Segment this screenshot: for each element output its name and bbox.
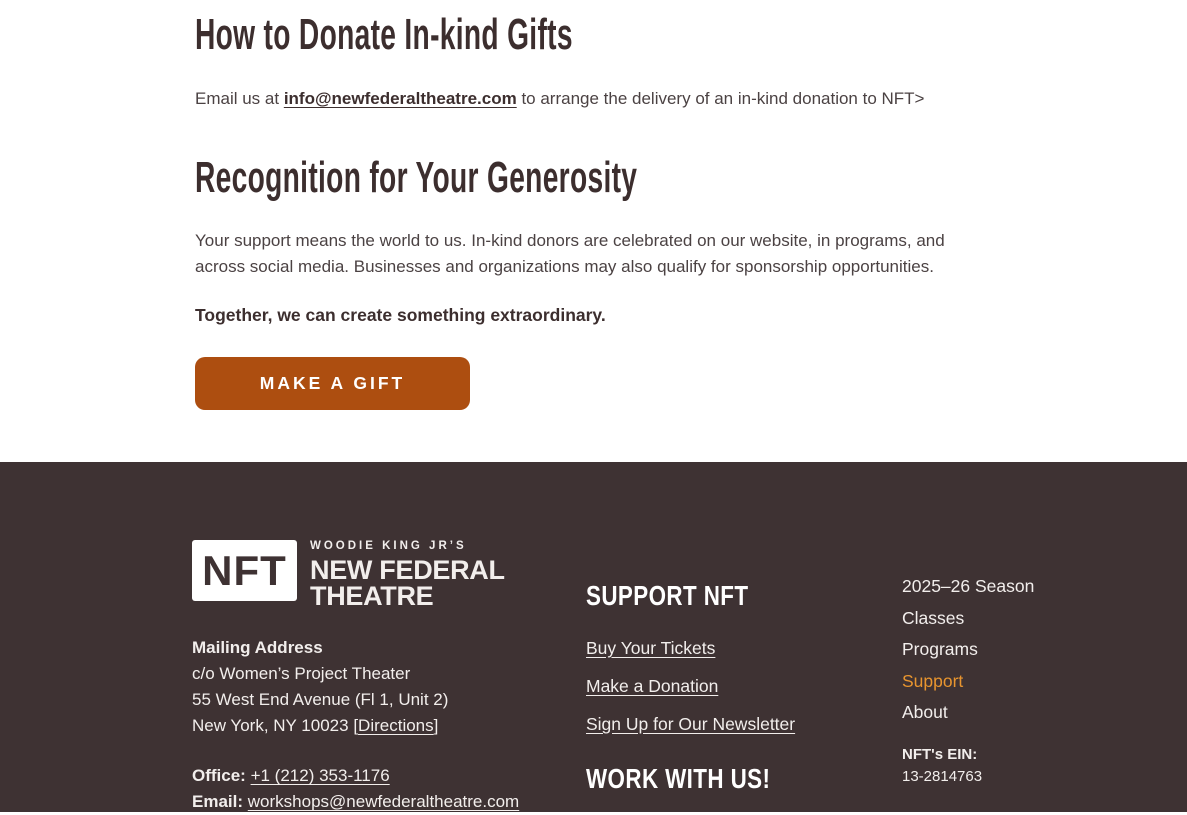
nav-programs-link[interactable]: Programs	[902, 639, 978, 659]
footer-column-contact	[192, 540, 586, 815]
recognition-paragraph: Your support means the world to us. In-kind donors are celebrated on our website, in programs, and across social media. Businesses and organizations may also qualify for sponsorship opportunities.	[195, 231, 945, 277]
footer-nav	[902, 576, 1187, 723]
ein-info	[902, 744, 1187, 788]
contact-info	[192, 763, 586, 815]
workshops-email-link[interactable]: workshops@newfederaltheatre.com	[247, 792, 520, 812]
ein-value: 13-2814763	[902, 768, 983, 785]
nft-logo[interactable]	[192, 540, 586, 609]
nav-season-link[interactable]: 2025–26 Season	[902, 576, 1035, 596]
nav-support-link[interactable]: Support	[902, 670, 964, 691]
closing-statement: Together, we can create something extraordinary.	[195, 305, 606, 326]
logo-line-2: THEATRE	[310, 580, 434, 611]
logo-line-1: NEW FEDERAL	[310, 554, 505, 585]
site-footer	[0, 462, 1187, 812]
address-line-1: c/o Women’s Project Theater	[192, 664, 411, 684]
nav-about-link[interactable]: About	[902, 702, 948, 722]
email-prefix: Email us at	[195, 88, 284, 108]
ein-label: NFT's EIN:	[902, 746, 978, 763]
make-donation-link[interactable]: Make a Donation	[586, 676, 719, 696]
address-line-2: 55 West End Avenue (Fl 1, Unit 2)	[192, 690, 449, 710]
nft-logo-wordmark	[310, 540, 505, 609]
email-suffix: to arrange the delivery of an in-kind donation to NFT>	[516, 88, 925, 108]
mailing-address-title: Mailing Address	[192, 638, 323, 658]
footer-column-support	[586, 540, 902, 815]
work-with-us-heading: WORK WITH US!	[586, 763, 771, 794]
email-link[interactable]: info@newfederaltheatre.com	[283, 88, 517, 108]
office-phone-link[interactable]: +1 (212) 353-1176	[250, 766, 390, 786]
section-title-recognition: Recognition for Your Generosity	[195, 152, 638, 202]
nft-logo-mark: NFT	[192, 540, 297, 601]
footer-column-nav	[902, 540, 1187, 815]
logo-tagline: WOODIE KING JR’S	[310, 540, 467, 552]
buy-tickets-link[interactable]: Buy Your Tickets	[586, 638, 716, 658]
bracket-close: ]	[433, 716, 439, 736]
office-label: Office:	[192, 766, 246, 786]
bracket-open: [	[353, 716, 359, 736]
nav-classes-link[interactable]: Classes	[902, 607, 965, 628]
support-nft-heading: SUPPORT NFT	[586, 580, 749, 611]
address-city-line: New York, NY 10023	[192, 716, 349, 736]
make-a-gift-button[interactable]: MAKE A GIFT	[195, 357, 470, 410]
support-links	[586, 638, 902, 735]
directions-link[interactable]: Directions	[358, 716, 434, 736]
email-instruction	[195, 87, 992, 111]
page-title: How to Donate In-kind Gifts	[195, 10, 573, 59]
mailing-address	[192, 635, 586, 739]
newsletter-signup-link[interactable]: Sign Up for Our Newsletter	[586, 714, 796, 734]
email-label: Email:	[192, 792, 244, 812]
